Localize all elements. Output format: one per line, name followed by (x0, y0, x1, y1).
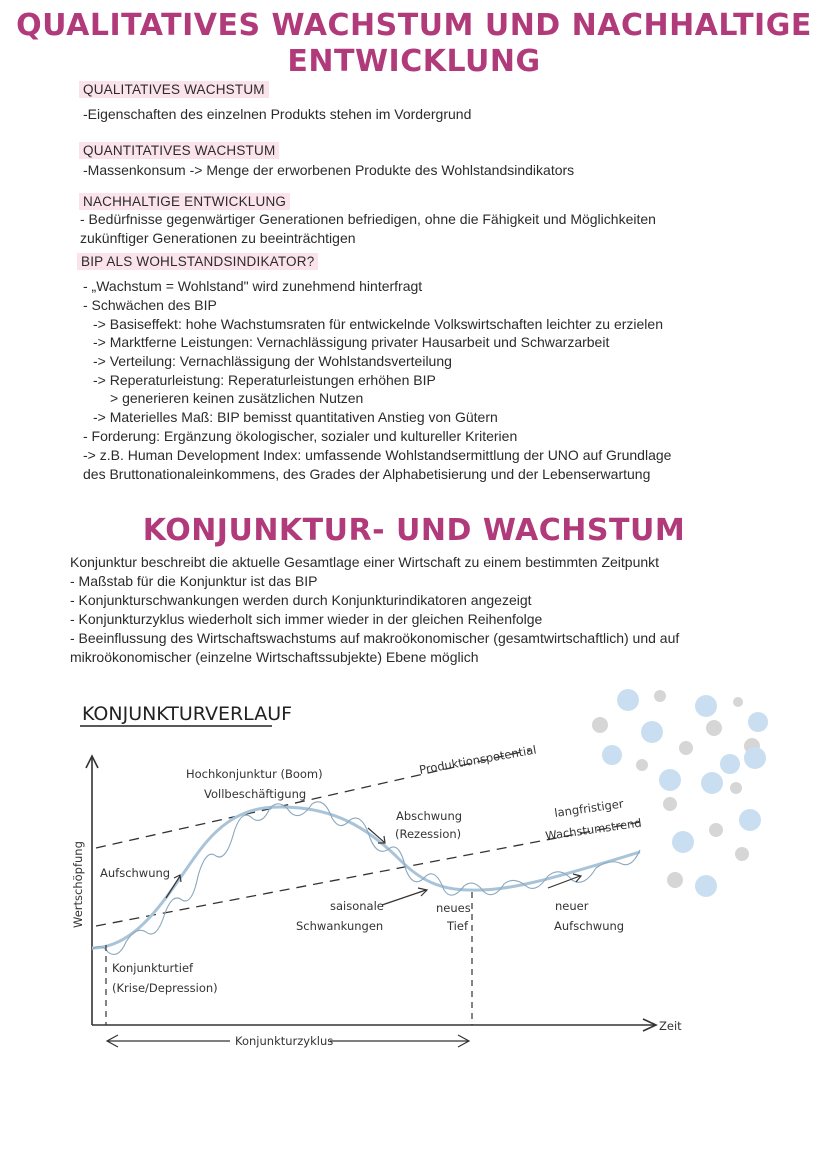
konjunktur-line: Konjunktur beschreibt die aktuelle Gesamtlage einer Wirtschaft zu einem bestimmten Zeitpunkt (70, 554, 660, 570)
decorative-dots (592, 689, 768, 897)
bip-label: BIP ALS WOHLSTANDSINDIKATOR? (77, 253, 318, 270)
quantitatives-wachstum-label: QUANTITATIVES WACHSTUM (79, 142, 279, 159)
bip-line: -> Basiseffekt: hohe Wachstumsraten für entwickelnde Volkswirtschaften leichter zu erzielen (93, 316, 663, 332)
konjunkturtief-label-1: Konjunkturtief (112, 961, 194, 975)
bip-line: - Forderung: Ergänzung ökologischer, sozialer und kultureller Kriterien (83, 428, 518, 444)
trend-label-2: Wachstumstrend (544, 815, 643, 843)
x-axis-label: Zeit (659, 1019, 682, 1033)
qualitatives-wachstum-label: QUALITATIVES WACHSTUM (79, 81, 269, 98)
aufschwung-label: Aufschwung (100, 866, 171, 880)
neues-tief-label-2: Tief (447, 919, 468, 933)
y-axis-label: Wertschöpfung (71, 841, 85, 928)
bip-line: des Bruttonationaleinkommens, des Grades der Alphabetisierung und der Lebenserwartung (83, 466, 651, 482)
abschwung-label-2: (Rezession) (395, 827, 462, 841)
main-title (0, 8, 828, 80)
bip-line: -> Marktferne Leistungen: Vernachlässigung privater Hausarbeit und Schwarzarbeit (93, 334, 610, 350)
abschwung-label-1: Abschwung (396, 809, 463, 823)
bip-line: -> z.B. Human Development Index: umfassende Wohlstandsermittlung der UNO auf Grundlage (83, 447, 672, 463)
quantitatives-wachstum-text: -Massenkonsum -> Menge der erworbenen Produkte des Wohlstandsindikators (83, 162, 575, 178)
saisonal-label-2: Schwankungen (296, 919, 384, 933)
bip-line: -> Reperaturleistung: Reperaturleistungen erhöhen BIP (93, 372, 436, 388)
boom-label-2: Vollbeschäftigung (204, 787, 307, 801)
neues-tief-label-1: neues (436, 901, 471, 915)
nachhaltige-entwicklung-text-2: zukünftiger Generationen zu beeinträchtigen (80, 230, 356, 246)
konjunkturtief-label-2: (Krise/Depression) (112, 981, 218, 995)
bip-line: -> Verteilung: Vernachlässigung der Wohlstandsverteilung (93, 353, 452, 369)
nachhaltige-entwicklung-text-1: - Bedürfnisse gegenwärtiger Generationen befriedigen, ohne die Fähigkeit und Möglichkeiten (80, 211, 656, 227)
bip-line: -> Materielles Maß: BIP bemisst quantitativen Anstieg von Gütern (93, 409, 498, 425)
bip-line: > generieren keinen zusätzlichen Nutzen (110, 390, 364, 406)
main-title-line-1: QUALITATIVES WACHSTUM UND NACHHALTIGE (16, 8, 812, 43)
konjunktur-line: - Beeinflussung des Wirtschaftswachstums auf makroökonomischer (gesamtwirtschaftlich) und auf (70, 630, 680, 646)
boom-label-1: Hochkonjunktur (Boom) (186, 767, 323, 781)
trend-label-1: langfristiger (553, 796, 625, 820)
bip-line: - „Wachstum = Wohlstand" wird zunehmend hinterfragt (83, 278, 423, 294)
nachhaltige-entwicklung-label: NACHHALTIGE ENTWICKLUNG (79, 193, 290, 210)
main-title-line-2: ENTWICKLUNG (287, 44, 541, 79)
konjunktur-line: - Maßstab für die Konjunktur ist das BIP (70, 573, 318, 589)
diagram-heading: KONJUNKTURVERLAUF (82, 703, 293, 725)
bip-line: - Schwächen des BIP (83, 297, 217, 313)
neuer-aufschwung-label-2: Aufschwung (554, 919, 625, 933)
zyklus-label: Konjunkturzyklus (235, 1034, 334, 1048)
konjunktur-line: mikroökonomischer (einzelne Wirtschaftssubjekte) Ebene möglich (70, 649, 479, 665)
produktionspotential-label: Produktionspotential (418, 742, 538, 777)
konjunktur-title: KONJUNKTUR- UND WACHSTUM (142, 513, 686, 548)
konjunkturverlauf-diagram (0, 680, 828, 1120)
qualitatives-wachstum-text: -Eigenschaften des einzelnen Produkts stehen im Vordergrund (83, 106, 472, 122)
konjunktur-line: - Konjunkturschwankungen werden durch Konjunkturindikatoren angezeigt (70, 592, 532, 608)
saisonal-arrow (382, 888, 427, 905)
konjunktur-line: - Konjunkturzyklus wiederholt sich immer wieder in der gleichen Reihenfolge (70, 611, 543, 627)
saisonal-label-1: saisonale (330, 899, 384, 913)
neuer-aufschwung-label-1: neuer (555, 899, 589, 913)
